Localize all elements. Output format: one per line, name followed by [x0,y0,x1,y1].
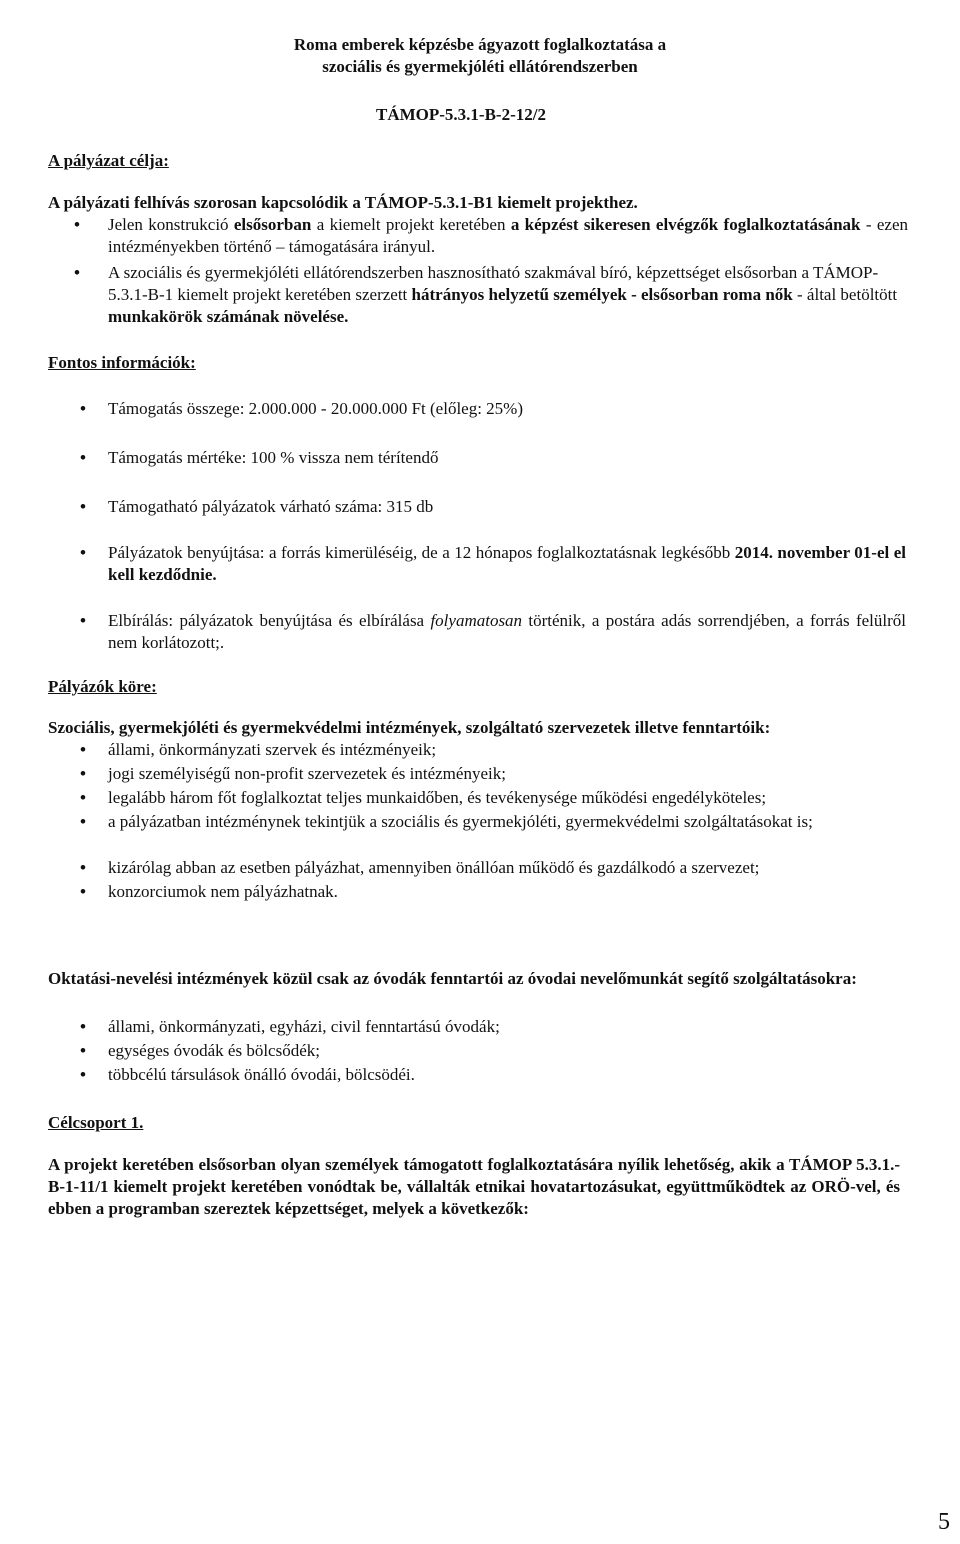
info-support-rate: Támogatás mértéke: 100 % vissza nem térítendő [108,448,439,467]
text-run: Elbírálás: pályázatok benyújtása és elbírálása [108,611,431,630]
section-heading-applicants: Pályázók köre: [48,677,157,696]
bullet-icon: • [80,882,86,901]
education-subheading: Oktatási-nevelési intézmények közül csak az óvodák fenntartói az óvodai nevelőmunkát segítő szolgáltatásokra: [48,969,857,988]
bullet-icon: • [80,497,86,516]
bullet-icon: • [80,858,86,877]
applicant-item: kizárólag abban az esetben pályázhat, amennyiben önállóan működő és gazdálkodó a szervezet; [108,858,760,877]
info-expected-count: Támogatható pályázatok várható száma: 315 db [108,497,434,516]
education-item: többcélú társulások önálló óvodái, bölcsödéi. [108,1065,415,1084]
bullet-icon: • [80,1017,86,1036]
title-line-1: Roma emberek képzésbe ágyazott foglalkoztatása a [293,35,667,54]
italic-run: folyamatosan [430,611,523,630]
bullet-icon: • [80,1041,86,1060]
education-item: egységes óvodák és bölcsődék; [108,1041,320,1060]
target-group-text: A projekt keretében elsősorban olyan személyek támogatott foglalkoztatására nyílik lehetőség, akik a TÁMOP 5.3.1.-B-1-11/1 kiemelt projekt keretében vonódtak be, vállalták etnikai hovatartozásukat, együttműködtek az ORÖ-vel, és ebben a programban szereztek képzettséget, melyek a következők: [48,1155,900,1218]
text-run: - ezen intézményekben történő – támogatására irányul. [108,215,908,256]
document-title [200,34,760,78]
applicants-subheading: Szociális, gyermekjóléti és gyermekvédelmi intézmények, szolgáltató szervezetek illetve fenntartóik: [48,718,771,737]
page-number: 5 [938,1509,950,1535]
section-heading-info: Fontos információk: [48,353,196,372]
education-item: állami, önkormányzati, egyházi, civil fenntartású óvodák; [108,1017,500,1036]
bullet-icon: • [80,764,86,783]
bold-run: 2014. november 01-el el kell kezdődnie. [108,543,906,584]
applicant-item: konzorciumok nem pályázhatnak. [108,882,338,901]
info-submission [108,542,906,586]
program-code: TÁMOP-5.3.1-B-2-12/2 [376,105,546,124]
bullet-icon: • [80,611,86,630]
info-evaluation [108,610,906,654]
bold-run: hátrányos helyzetű személyek - elsősorban roma nők [411,285,793,304]
cel-bullet-1 [108,214,908,258]
bullet-icon: • [80,448,86,467]
applicant-item: jogi személyiségű non-profit szervezetek és intézményeik; [108,764,506,783]
bullet-icon: • [80,399,86,418]
section-intro: A pályázati felhívás szorosan kapcsolódik a TÁMOP-5.3.1-B1 kiemelt projekthez. [48,193,638,212]
bullet-icon: • [80,740,86,759]
info-support-amount: Támogatás összege: 2.000.000 - 20.000.000 Ft (előleg: 25%) [108,399,524,418]
text-run: Jelen konstrukció [108,215,234,234]
text-run: a kiemelt projekt keretében [311,215,511,234]
text-run: történik, a postára adás sorrendjében, a forrás felülről nem korlátozott;. [108,611,906,652]
text-run: Pályázatok benyújtása: a forrás kimerüléséig, de a 12 hónapos foglalkoztatásnak legkésőbb [108,543,735,562]
applicant-item: a pályázatban intézménynek tekintjük a szociális és gyermekjóléti, gyermekvédelmi szolgáltatásokat is; [108,812,813,831]
bullet-icon: • [80,812,86,831]
bold-run: munkakörök számának növelése. [108,307,349,326]
bullet-icon: • [74,215,80,234]
applicant-item: legalább három főt foglalkoztat teljes munkaidőben, és tevékenysége működési engedélyköteles; [108,788,767,807]
bold-run: a képzést sikeresen elvégzők foglalkoztatásának [510,215,861,234]
text-run: - által betöltött [792,285,898,304]
section-heading-target-group: Célcsoport 1. [48,1113,144,1132]
bullet-icon: • [80,788,86,807]
bullet-icon: • [74,263,80,282]
title-line-2: szociális és gyermekjóléti ellátórendszerben [322,57,638,76]
bullet-icon: • [80,543,86,562]
cel-bullet-2 [108,262,908,328]
text-run: A szociális és gyermekjóléti ellátórendszerben hasznosítható szakmával bíró, képzettséget elsősorban a TÁMOP-5.3.1-B-1 kiemelt projekt keretében szerzett [108,263,879,304]
bullet-icon: • [80,1065,86,1084]
section-heading-cel: A pályázat célja: [48,151,169,170]
bold-run: elsősorban [233,215,312,234]
applicant-item: állami, önkormányzati szervek és intézményeik; [108,740,437,759]
